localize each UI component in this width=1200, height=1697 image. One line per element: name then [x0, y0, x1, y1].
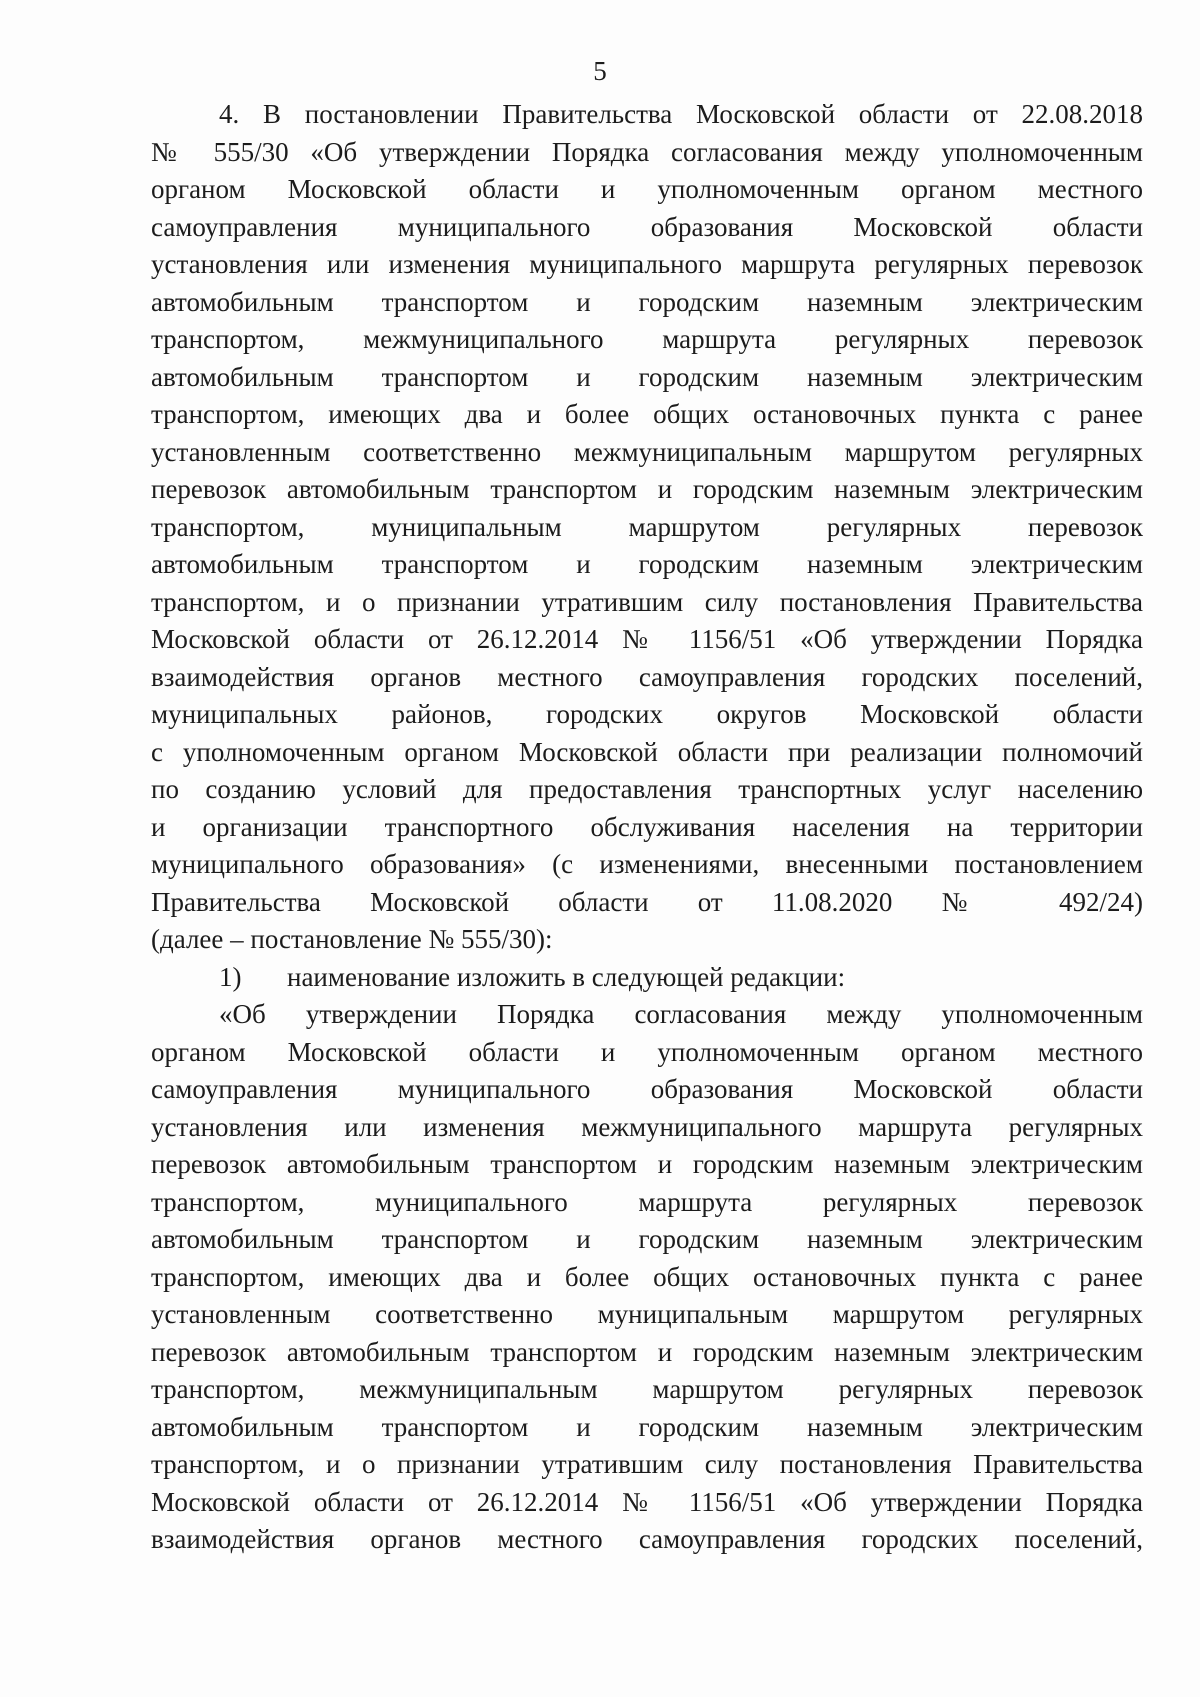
- quote-line: транспортом, межмуниципальным маршрутом регулярных перевозок: [151, 1374, 1143, 1404]
- paragraph-line: Правительства Московской области от 11.08.2020 № 492/24): [151, 886, 1143, 917]
- paragraph-line: транспортом, межмуниципального маршрута регулярных перевозок: [151, 324, 1143, 354]
- paragraph-line: по созданию условий для предоставления транспортных услуг населению: [151, 774, 1143, 804]
- paragraph-line: транспортом, имеющих два и более общих остановочных пункта с ранее: [151, 399, 1143, 429]
- paragraph-line: муниципального образования» (с изменениями, внесенными постановлением: [151, 849, 1143, 879]
- quote-line: Московской области от 26.12.2014 № 1156/51 «Об утверждении Порядка: [151, 1486, 1143, 1517]
- paragraph-line: перевозок автомобильным транспортом и городским наземным электрическим: [151, 474, 1143, 504]
- paragraph-line: самоуправления муниципального образования Московской области: [151, 211, 1143, 242]
- paragraph-line: автомобильным транспортом и городским наземным электрическим: [151, 286, 1143, 317]
- quote-line: перевозок автомобильным транспортом и городским наземным электрическим: [151, 1149, 1143, 1179]
- quote-line: «Об утверждении Порядка согласования между уполномоченным: [219, 999, 1143, 1029]
- paragraph-line: № 555/30 «Об утверждении Порядка согласования между уполномоченным: [151, 136, 1143, 167]
- paragraph-line: и организации транспортного обслуживания населения на территории: [151, 811, 1143, 842]
- paragraph-line: установленным соответственно межмуниципальным маршрутом регулярных: [151, 436, 1143, 467]
- paragraph-line: Московской области от 26.12.2014 № 1156/51 «Об утверждении Порядка: [151, 624, 1143, 654]
- quote-line: органом Московской области и уполномоченным органом местного: [151, 1036, 1143, 1067]
- quote-line: автомобильным транспортом и городским наземным электрическим: [151, 1411, 1143, 1442]
- list-item-text: наименование изложить в следующей редакции:: [287, 961, 846, 992]
- quote-line: самоуправления муниципального образования Московской области: [151, 1074, 1143, 1104]
- document-body: [151, 96, 1143, 1559]
- paragraph-line: автомобильным транспортом и городским наземным электрическим: [151, 361, 1143, 392]
- paragraph-line: транспортом, муниципальным маршрутом регулярных перевозок: [151, 511, 1143, 542]
- quote-line: транспортом, муниципального маршрута регулярных перевозок: [151, 1186, 1143, 1217]
- paragraph-line: (далее – постановление № 555/30):: [151, 924, 553, 954]
- quote-line: установления или изменения межмуниципального маршрута регулярных: [151, 1111, 1143, 1142]
- quote-line: перевозок автомобильным транспортом и городским наземным электрическим: [151, 1336, 1143, 1367]
- paragraph-line: автомобильным транспортом и городским наземным электрическим: [151, 549, 1143, 579]
- paragraph-line: муниципальных районов, городских округов Московской области: [151, 699, 1143, 729]
- paragraph-line: органом Московской области и уполномоченным органом местного: [151, 174, 1143, 204]
- paragraph-line: транспортом, и о признании утратившим силу постановления Правительства: [151, 586, 1143, 617]
- quote-line: взаимодействия органов местного самоуправления городских поселений,: [151, 1524, 1143, 1554]
- quote-line: транспортом, имеющих два и более общих остановочных пункта с ранее: [151, 1261, 1143, 1292]
- paragraph-line: 4. В постановлении Правительства Московской области от 22.08.2018: [219, 99, 1143, 129]
- quote-line: транспортом, и о признании утратившим силу постановления Правительства: [151, 1449, 1143, 1479]
- paragraph-line: с уполномоченным органом Московской области при реализации полномочий: [151, 736, 1143, 767]
- quote-line: установленным соответственно муниципальным маршрутом регулярных: [151, 1299, 1143, 1329]
- paragraph-line: установления или изменения муниципального маршрута регулярных перевозок: [151, 249, 1143, 279]
- list-item: [151, 959, 1143, 997]
- list-item-number: 1): [219, 961, 242, 992]
- quote-line: автомобильным транспортом и городским наземным электрическим: [151, 1224, 1143, 1254]
- paragraph-line: взаимодействия органов местного самоуправления городских поселений,: [151, 661, 1143, 692]
- page-number: 5: [593, 56, 607, 86]
